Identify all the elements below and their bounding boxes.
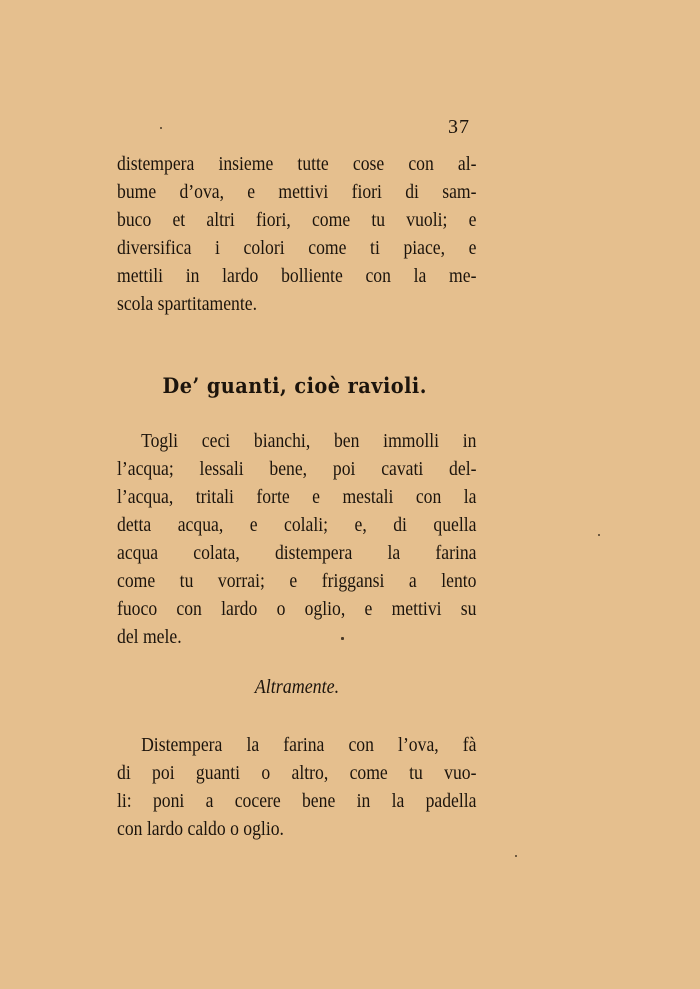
paragraph-2-line-6: come tu vorrai; e friggansi a lento xyxy=(117,570,477,592)
paragraph-2-line-7: fuoco con lardo o oglio, e mettivi su xyxy=(117,598,477,620)
paragraph-2-line-2: l’acqua; lessali bene, poi cavati del- xyxy=(117,458,477,480)
paragraph-2-line-8: del mele. xyxy=(117,626,182,648)
print-speck xyxy=(598,534,600,536)
paragraph-2-line-5: acqua colata, distempera la farina xyxy=(117,542,477,564)
paragraph-2-line-3: l’acqua, tritali forte e mestali con la xyxy=(117,486,477,508)
paragraph-1-line-3: buco et altri fiori, come tu vuoli; e xyxy=(117,209,477,231)
paragraph-3-line-2: di poi guanti o altro, come tu vuo- xyxy=(117,762,477,784)
print-speck xyxy=(160,127,162,129)
section-heading-altramente xyxy=(0,676,700,699)
paragraph-3-line-4: con lardo caldo o oglio. xyxy=(117,818,284,840)
paragraph-1-line-5: mettili in lardo bolliente con la me- xyxy=(117,265,477,287)
section-heading-guanti-text: De’ guanti, cioè ravioli. xyxy=(162,373,428,398)
print-speck xyxy=(341,637,344,640)
paragraph-1-line-6: scola spartitamente. xyxy=(117,293,258,315)
page-number: 37 xyxy=(448,116,470,138)
paragraph-3-line-3: li: poni a cocere bene in la padella xyxy=(117,790,477,812)
paragraph-3-line-1: Distempera la farina con l’ova, fà xyxy=(141,734,477,756)
paragraph-1-line-2: bume d’ova, e mettivi fiori di sam- xyxy=(117,181,477,203)
paragraph-1-line-1: distempera insieme tutte cose con al- xyxy=(117,153,477,175)
paragraph-3 xyxy=(117,731,477,843)
print-speck xyxy=(515,855,517,857)
paragraph-2-line-4: detta acqua, e colali; e, di quella xyxy=(117,514,477,536)
paragraph-2 xyxy=(117,427,477,651)
paragraph-2-line-1: Togli ceci bianchi, ben immolli in xyxy=(141,430,477,452)
paragraph-1-line-4: diversifica i colori come ti piace, e xyxy=(117,237,477,259)
section-heading-altramente-text: Altramente. xyxy=(254,676,340,698)
section-heading-guanti xyxy=(0,373,700,398)
paragraph-1 xyxy=(117,150,477,318)
